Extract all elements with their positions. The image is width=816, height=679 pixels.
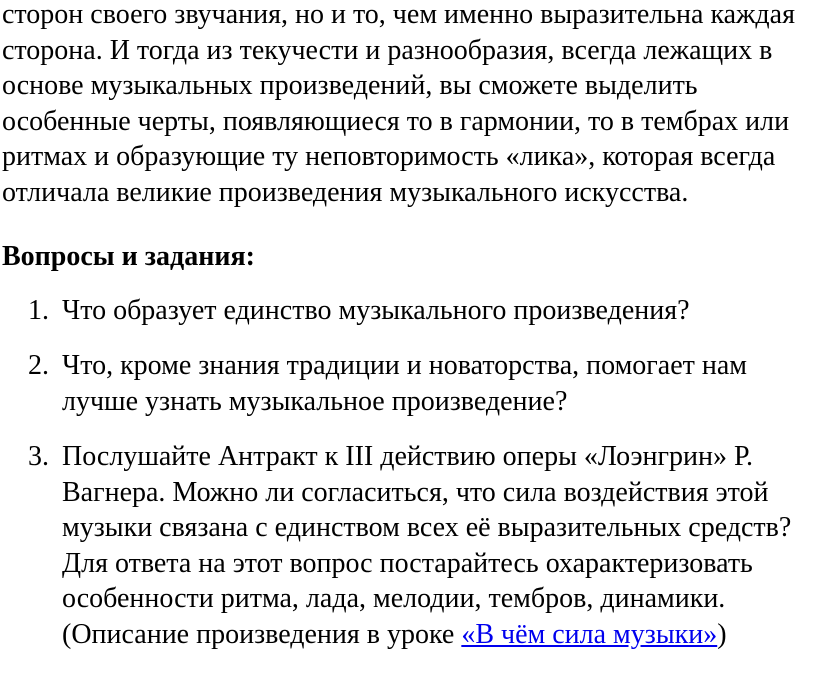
- intro-paragraph: сторон своего звучания, но и то, чем именно выразительна каждая сторона. И тогда из текучести и разнообразия, всегда лежащих в основе музыкальных произведений, вы сможете выделить особенные черты, появляющиеся то в гармонии, то в тембрах или ритмах и образующие ту неповторимость «лика», которая всегда отличала великие произведения музыкального искусства.: [2, 0, 795, 208]
- question-text: Что, кроме знания традиции и новаторства, помогает нам лучше узнать музыкальное произведение?: [62, 350, 748, 417]
- question-text: Что образует единство музыкального произведения?: [62, 295, 690, 326]
- question-number: 3.: [28, 441, 49, 472]
- question-text: [62, 439, 814, 652]
- questions-heading: Вопросы и задания:: [2, 241, 255, 272]
- question-number: 1.: [28, 295, 49, 326]
- question-number: 2.: [28, 350, 49, 381]
- lesson-link[interactable]: «В чём сила музыки»: [461, 618, 718, 650]
- question-text-body: Послушайте Антракт к III действию оперы «Лоэнгрин» Р. Вагнера. Можно ли согласиться, что сила воздействия этой музыки связана с единством всех её выразительных средств? Для ответа на этот вопрос постарайтесь охарактеризовать особенности ритма, лада, мелодии, тембров, динамики. (Описание произведения в уроке: [62, 441, 792, 650]
- question-text-suffix: ): [717, 618, 727, 650]
